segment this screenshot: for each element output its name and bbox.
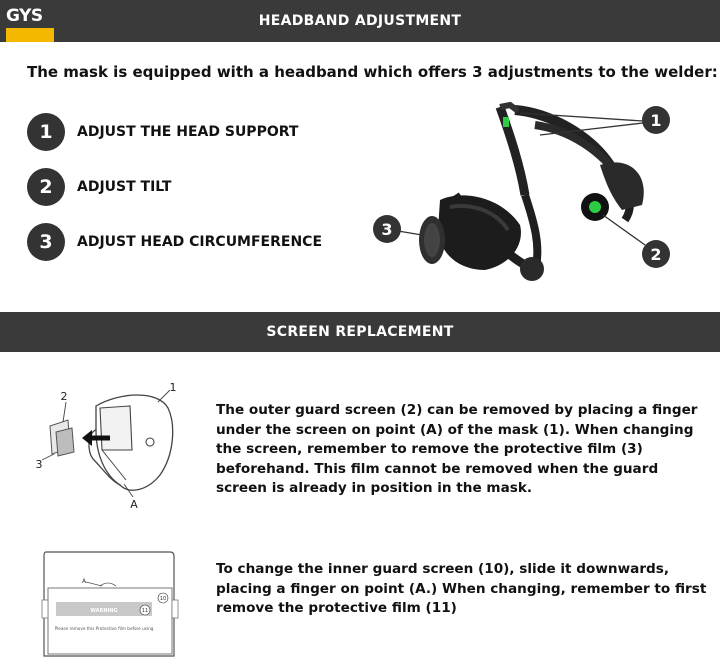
headband-illustration xyxy=(360,95,700,295)
step-1 xyxy=(27,113,298,151)
label-point-a: A xyxy=(130,498,138,511)
logo-stripe xyxy=(6,28,54,42)
step-2 xyxy=(27,168,171,206)
inner-screen-text: To change the inner guard screen (10), slide it downwards, placing a finger on point (A.) When changing, remember to first remove the protective film (11) xyxy=(216,561,707,617)
film-note: Please remove this Protective film before using xyxy=(54,626,154,631)
inner-label-point-a: A xyxy=(82,578,87,585)
outer-screen-illustration xyxy=(30,380,190,515)
inner-label-film: 11 xyxy=(141,608,149,614)
gys-logo xyxy=(6,6,54,42)
inner-label-screen: 10 xyxy=(159,596,167,602)
label-screen: 2 xyxy=(60,390,68,403)
step-label: ADJUST TILT xyxy=(77,179,172,195)
step-label: ADJUST HEAD CIRCUMFERENCE xyxy=(77,234,323,250)
outer-screen-text: The outer guard screen (2) can be removed by placing a finger under the screen on point (A) of the mask (1). When changing the screen, remember to remove the protective film (3) beforehand. This film cannot be removed when the guard screen is already in position in the mask. xyxy=(216,402,698,497)
section-header-headband xyxy=(0,0,720,42)
step-number: 1 xyxy=(27,113,65,151)
logo-text: GYS xyxy=(6,6,43,26)
step-number: 2 xyxy=(27,168,65,206)
callout-2: 2 xyxy=(650,245,662,264)
section-title-screen: SCREEN REPLACEMENT xyxy=(266,324,454,340)
label-mask: 1 xyxy=(169,381,177,394)
step-3 xyxy=(27,223,322,261)
inner-screen-illustration xyxy=(40,550,180,660)
section-title-headband: HEADBAND ADJUSTMENT xyxy=(258,13,462,29)
warning-label: WARNING xyxy=(90,608,118,614)
step-label: ADJUST THE HEAD SUPPORT xyxy=(77,124,299,140)
section-header-screen xyxy=(0,312,720,352)
callout-1: 1 xyxy=(650,111,662,130)
callout-3: 3 xyxy=(381,220,393,239)
intro-text: The mask is equipped with a headband which offers 3 adjustments to the welder: xyxy=(27,63,718,81)
step-number: 3 xyxy=(27,223,65,261)
label-film: 3 xyxy=(35,458,43,471)
